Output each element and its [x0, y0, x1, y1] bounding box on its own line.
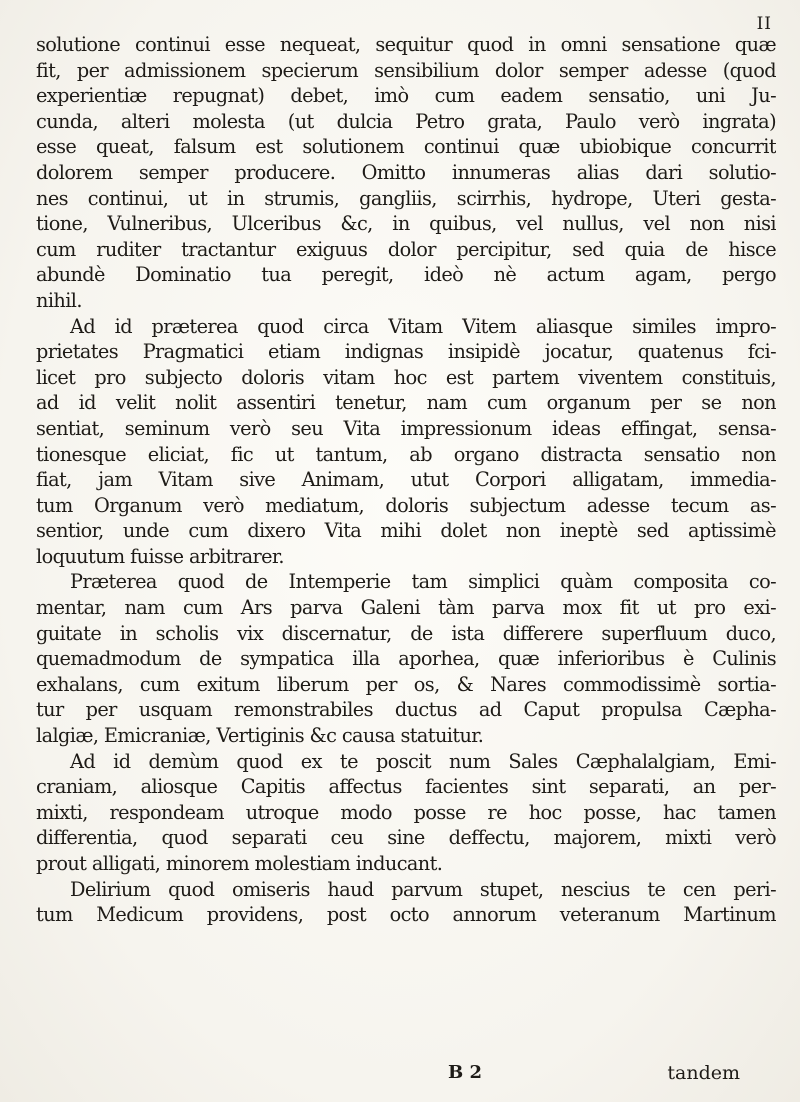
text-line: loquutum fuisse arbitrarer. [36, 544, 284, 568]
text-line: ad id velit nolit assentiri tenetur, nam cum organum per se non [36, 391, 776, 415]
text-line: tionesque eliciat, fic ut tantum, ab organo distracta sensatio non [36, 442, 776, 466]
text-line: Præterea quod de Intemperie tam simplici quàm composita co- [70, 570, 776, 594]
text-line: experientiæ repugnat) debet, imò cum eadem sensatio, uni Ju- [36, 84, 776, 108]
text-line: nihil. [36, 288, 82, 312]
page-number: II [756, 14, 772, 34]
text-line: prietates Pragmatici etiam indignas insipidè jocatur, quatenus fci- [36, 340, 776, 364]
text-line: tione, Vulneribus, Ulceribus &c, in quibus, vel nullus, vel non nisi [36, 212, 776, 236]
text-line: differentia, quod separati ceu sine deffectu, majorem, mixti verò [36, 826, 776, 850]
text-line: prout alligati, minorem molestiam inducant. [36, 852, 443, 875]
text-line: quemadmodum de sympatica illa aporhea, quæ inferioribus è Culinis [36, 647, 776, 671]
text-line: tum Medicum providens, post octo annorum veteranum Martinum [36, 903, 776, 927]
text-line: fit, per admissionem specierum sensibilium dolor semper adesse (quod [36, 58, 776, 82]
text-line: Delirium quod omiseris haud parvum stupet, nescius te cen peri- [70, 877, 776, 901]
body-text [36, 32, 776, 928]
text-line: tur per usquam remonstrabiles ductus ad Caput propulsa Cæpha- [36, 698, 776, 722]
text-line: nes continui, ut in strumis, gangliis, scirrhis, hydrope, Uteri gesta- [36, 186, 776, 210]
text-line: abundè Dominatio tua peregit, ideò nè actum agam, pergo [36, 263, 776, 287]
text-line: exhalans, cum exitum liberum per os, & Nares commodissimè sortia- [36, 672, 776, 696]
text-line: cunda, alteri molesta (ut dulcia Petro grata, Paulo verò ingrata) [36, 109, 776, 133]
catchword: tandem [667, 1062, 740, 1084]
text-line: licet pro subjecto doloris vitam hoc est partem viventem constituis, [36, 365, 776, 389]
text-line: sentior, unde cum dixero Vita mihi dolet non ineptè sed aptissimè [36, 519, 776, 543]
text-line: mentar, nam cum Ars parva Galeni tàm parva mox fit ut pro exi- [36, 596, 776, 620]
signature-mark: B 2 [448, 1062, 483, 1083]
text-line: solutione continui esse nequeat, sequitur quod in omni sensatione quæ [36, 33, 776, 56]
text-line: craniam, aliosque Capitis affectus facientes sint separati, an per- [36, 775, 776, 799]
page-footer [0, 1062, 800, 1092]
text-line: cum ruditer tractantur exiguus dolor percipitur, sed quia de hisce [36, 237, 776, 261]
text-line: sentiat, seminum verò seu Vita impressionum ideas effingat, sensa- [36, 416, 776, 440]
text-line: tum Organum verò mediatum, doloris subjectum adesse tecum as- [36, 493, 776, 517]
text-line: Ad id demùm quod ex te poscit num Sales Cæphalalgiam, Emi- [70, 749, 776, 773]
text-line: lalgiæ, Emicraniæ, Vertiginis &c causa statuitur. [36, 724, 484, 748]
text-line: Ad id præterea quod circa Vitam Vitem aliasque similes impro- [70, 314, 776, 338]
text-line: mixti, respondeam utroque modo posse re hoc posse, hac tamen [36, 800, 776, 824]
text-line: fiat, jam Vitam sive Animam, utut Corpori alligatam, immedia- [36, 468, 776, 492]
text-line: guitate in scholis vix discernatur, de ista differere superfluum duco, [36, 621, 776, 645]
text-line: dolorem semper producere. Omitto innumeras alias dari solutio- [36, 160, 776, 184]
text-line: esse queat, falsum est solutionem continui quæ ubiobique concurrit [36, 135, 776, 159]
